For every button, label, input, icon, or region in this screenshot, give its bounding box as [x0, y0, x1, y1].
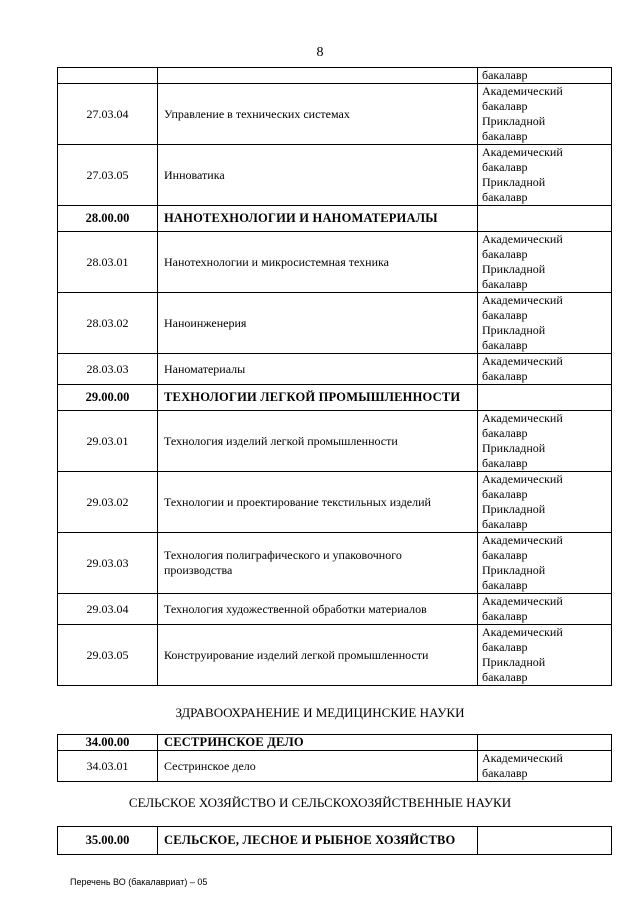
- text-line: Академический: [482, 145, 563, 159]
- program-row: [58, 293, 612, 354]
- code-cell: 27.03.05: [58, 145, 158, 206]
- program-row: [58, 625, 612, 686]
- name-cell: Инноватика: [158, 145, 478, 206]
- text-line: Прикладной: [482, 563, 546, 577]
- text-line: бакалавр: [482, 129, 528, 143]
- text-line: Академический: [482, 472, 563, 486]
- text-line: бакалавр: [482, 578, 528, 592]
- code-cell: 29.03.01: [58, 411, 158, 472]
- text-line: Прикладной: [482, 323, 546, 337]
- code-cell: 35.00.00: [58, 827, 158, 855]
- continuation-row: [58, 68, 612, 84]
- level-cell: [478, 232, 612, 293]
- program-row: [58, 472, 612, 533]
- level-cell: [478, 385, 612, 411]
- program-row: [58, 533, 612, 594]
- code-cell: 28.03.01: [58, 232, 158, 293]
- code-cell: 27.03.04: [58, 84, 158, 145]
- program-row: [58, 594, 612, 625]
- program-row: [58, 84, 612, 145]
- text-line: производства: [164, 563, 233, 577]
- text-line: бакалавр: [482, 670, 528, 684]
- text-line: Академический: [482, 594, 563, 608]
- text-line: бакалавр: [482, 369, 528, 383]
- code-cell: 28.03.02: [58, 293, 158, 354]
- text-line: Академический: [482, 625, 563, 639]
- name-cell: Конструирование изделий легкой промышленности: [158, 625, 478, 686]
- name-cell: ТЕХНОЛОГИИ ЛЕГКОЙ ПРОМЫШЛЕННОСТИ: [158, 385, 478, 411]
- text-line: бакалавр: [482, 247, 528, 261]
- level-cell: [478, 625, 612, 686]
- name-cell: Управление в технических системах: [158, 84, 478, 145]
- code-cell: 29.03.04: [58, 594, 158, 625]
- agriculture-table: [57, 826, 612, 855]
- level-cell: [478, 827, 612, 855]
- health-table: [57, 734, 612, 782]
- program-row: [58, 411, 612, 472]
- level-cell: [478, 751, 612, 782]
- name-cell: Технология изделий легкой промышленности: [158, 411, 478, 472]
- text-line: Академический: [482, 533, 563, 547]
- text-line: Академический: [482, 751, 563, 765]
- text-line: бакалавр: [482, 426, 528, 440]
- level-cell: бакалавр: [478, 68, 612, 84]
- programs-table: [57, 67, 612, 686]
- level-cell: [478, 84, 612, 145]
- code-cell: [58, 68, 158, 84]
- level-cell: [478, 145, 612, 206]
- text-line: бакалавр: [482, 548, 528, 562]
- level-cell: [478, 411, 612, 472]
- program-row: [58, 354, 612, 385]
- name-cell: СЕЛЬСКОЕ, ЛЕСНОЕ И РЫБНОЕ ХОЗЯЙСТВО: [158, 827, 478, 855]
- name-cell: [158, 68, 478, 84]
- section-heading-health: ЗДРАВООХРАНЕНИЕ И МЕДИЦИНСКИЕ НАУКИ: [175, 705, 465, 720]
- group-row: [58, 735, 612, 751]
- group-row: [58, 827, 612, 855]
- level-cell: [478, 354, 612, 385]
- text-line: Технология полиграфического и упаковочного: [164, 548, 402, 562]
- code-cell: 29.00.00: [58, 385, 158, 411]
- name-cell: Технологии и проектирование текстильных изделий: [158, 472, 478, 533]
- code-cell: 29.03.02: [58, 472, 158, 533]
- text-line: Прикладной: [482, 441, 546, 455]
- name-cell: Наноматериалы: [158, 354, 478, 385]
- name-cell: Наноинженерия: [158, 293, 478, 354]
- group-row: [58, 206, 612, 232]
- code-cell: 29.03.05: [58, 625, 158, 686]
- text-line: бакалавр: [482, 517, 528, 531]
- level-cell: [478, 533, 612, 594]
- level-cell: [478, 735, 612, 751]
- text-line: Академический: [482, 232, 563, 246]
- text-line: бакалавр: [482, 640, 528, 654]
- code-cell: 34.03.01: [58, 751, 158, 782]
- text-line: бакалавр: [482, 160, 528, 174]
- section-heading-agriculture: СЕЛЬСКОЕ ХОЗЯЙСТВО И СЕЛЬСКОХОЗЯЙСТВЕННЫЕ НАУКИ: [128, 795, 512, 810]
- text-line: бакалавр: [482, 456, 528, 470]
- name-cell: НАНОТЕХНОЛОГИИ И НАНОМАТЕРИАЛЫ: [158, 206, 478, 232]
- name-cell: Сестринское дело: [158, 751, 478, 782]
- text-line: Прикладной: [482, 655, 546, 669]
- level-cell: [478, 594, 612, 625]
- level-cell: [478, 472, 612, 533]
- text-line: Академический: [482, 354, 563, 368]
- name-cell: Технология художественной обработки материалов: [158, 594, 478, 625]
- code-cell: 29.03.03: [58, 533, 158, 594]
- program-row: [58, 145, 612, 206]
- group-row: [58, 385, 612, 411]
- text-line: Прикладной: [482, 114, 546, 128]
- program-row: [58, 751, 612, 782]
- text-line: бакалавр: [482, 308, 528, 322]
- text-line: бакалавр: [482, 609, 528, 623]
- code-cell: 28.00.00: [58, 206, 158, 232]
- text-line: Прикладной: [482, 175, 546, 189]
- text-line: бакалавр: [482, 487, 528, 501]
- text-line: бакалавр: [482, 338, 528, 352]
- text-line: Прикладной: [482, 502, 546, 516]
- name-cell: СЕСТРИНСКОЕ ДЕЛО: [158, 735, 478, 751]
- text-line: бакалавр: [482, 99, 528, 113]
- text-line: Академический: [482, 293, 563, 307]
- code-cell: 28.03.03: [58, 354, 158, 385]
- text-line: бакалавр: [482, 190, 528, 204]
- name-cell: Нанотехнологии и микросистемная техника: [158, 232, 478, 293]
- name-cell: [158, 533, 478, 594]
- code-cell: 34.00.00: [58, 735, 158, 751]
- page-number: 8: [316, 45, 324, 60]
- text-line: бакалавр: [482, 766, 528, 780]
- level-cell: [478, 206, 612, 232]
- program-row: [58, 232, 612, 293]
- footer-caption: Перечень ВО (бакалавриат) – 05: [70, 877, 208, 887]
- text-line: бакалавр: [482, 277, 528, 291]
- text-line: Прикладной: [482, 262, 546, 276]
- text-line: Академический: [482, 84, 563, 98]
- text-line: Академический: [482, 411, 563, 425]
- level-cell: [478, 293, 612, 354]
